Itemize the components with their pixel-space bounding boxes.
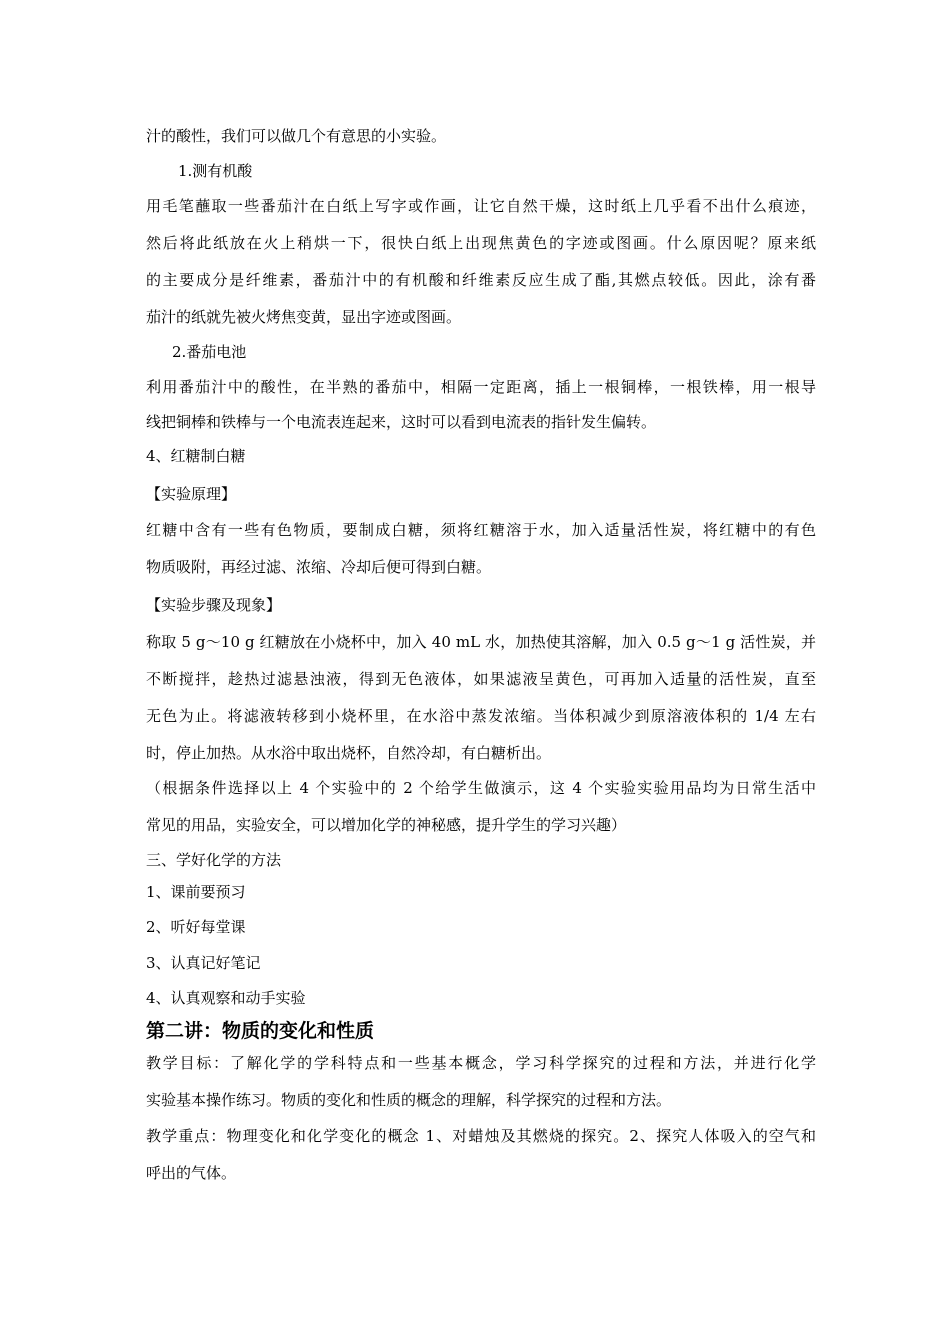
paragraph-line: 不断搅拌，趁热过滤悬浊液，得到无色液体，如果滤液呈黄色，可再加入适量的活性炭，直至 <box>146 670 816 688</box>
section-heading-brown-sugar: 4、红糖制白糖 <box>146 447 246 465</box>
subheading-organic-acid: 1.测有机酸 <box>178 162 253 180</box>
paragraph-line: 称取 5 g～10 g 红糖放在小烧杯中，加入 40 mL 水，加热使其溶解，加入 0.5 g～1 g 活性炭，并 <box>146 633 816 651</box>
teaching-goal-line: 实验基本操作练习。物质的变化和性质的概念的理解，科学探究的过程和方法。 <box>146 1091 672 1109</box>
paragraph-line: 然后将此纸放在火上稍烘一下，很快白纸上出现焦黄色的字迹或图画。什么原因呢？原来纸 <box>146 234 816 252</box>
paragraph-line: 时，停止加热。从水浴中取出烧杯，自然冷却，有白糖析出。 <box>146 744 552 762</box>
paragraph-line: 线把铜棒和铁棒与一个电流表连起来，这时可以看到电流表的指针发生偏转。 <box>146 413 657 431</box>
section-heading-methods: 三、学好化学的方法 <box>146 851 282 869</box>
label-steps: 【实验步骤及现象】 <box>146 596 282 614</box>
paragraph-line: 汁的酸性，我们可以做几个有意思的小实验。 <box>146 127 447 145</box>
list-item: 2、听好每堂课 <box>146 918 246 936</box>
teaching-focus-line: 教学重点：物理变化和化学变化的概念 1、对蜡烛及其燃烧的探究。2、探究人体吸入的空气和 <box>146 1127 816 1145</box>
paragraph-line: 物质吸附，再经过滤、浓缩、冷却后便可得到白糖。 <box>146 558 492 576</box>
teaching-focus-line: 呼出的气体。 <box>146 1164 237 1182</box>
lecture-title: 第二讲：物质的变化和性质 <box>146 1020 375 1042</box>
paragraph-line: （根据条件选择以上 4 个实验中的 2 个给学生做演示，这 4 个实验实验用品均为日常生活中 <box>146 779 816 797</box>
paragraph-line: 无色为止。将滤液转移到小烧杯里，在水浴中蒸发浓缩。当体积减少到原溶液体积的 1/4 左右 <box>146 707 816 725</box>
list-item: 1、课前要预习 <box>146 883 246 901</box>
label-principle: 【实验原理】 <box>146 485 237 503</box>
list-item: 4、认真观察和动手实验 <box>146 989 306 1007</box>
paragraph-line: 茄汁的纸就先被火烤焦变黄，显出字迹或图画。 <box>146 308 462 326</box>
paragraph-line: 红糖中含有一些有色物质，要制成白糖，须将红糖溶于水，加入适量活性炭，将红糖中的有色 <box>146 521 816 539</box>
paragraph-line: 的主要成分是纤维素，番茄汁中的有机酸和纤维素反应生成了酯,其燃点较低。因此，涂有番 <box>146 271 816 289</box>
paragraph-line: 用毛笔蘸取一些番茄汁在白纸上写字或作画，让它自然干燥，这时纸上几乎看不出什么痕迹， <box>146 197 816 215</box>
list-item: 3、认真记好笔记 <box>146 954 261 972</box>
paragraph-line: 利用番茄汁中的酸性，在半熟的番茄中，相隔一定距离，插上一根铜棒，一根铁棒，用一根导 <box>146 378 816 396</box>
paragraph-line: 常见的用品，实验安全，可以增加化学的神秘感，提升学生的学习兴趣） <box>146 816 627 834</box>
teaching-goal-line: 教学目标：了解化学的学科特点和一些基本概念，学习科学探究的过程和方法，并进行化学 <box>146 1054 816 1072</box>
subheading-tomato-battery: 2.番茄电池 <box>172 343 247 361</box>
